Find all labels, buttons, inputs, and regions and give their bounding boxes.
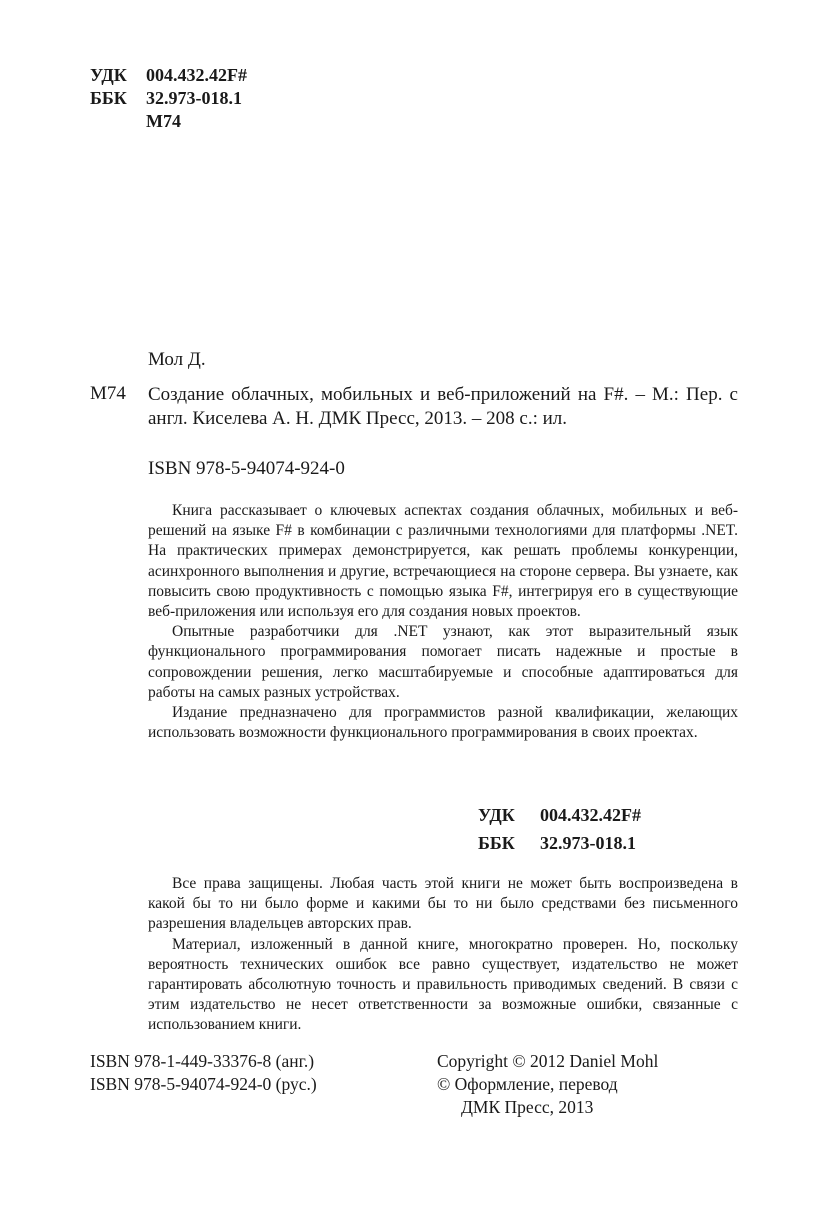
abstract-paragraph: Книга рассказывает о ключевых аспектах создания облачных, мобильных и веб-решений на языке F# в комбинации с различными технологиями для платформы .NET. На практических примерах демонстрируется, как решать проблемы конкуренции, асинхронного выполнения и другие, встречающиеся на стороне сервера. Вы узнаете, как повысить свою продуктивность с помощью языка F#, интегрируя его в существующие веб-приложения или используя его для создания новых проектов. bbox=[148, 502, 738, 621]
author-mark: М74 bbox=[146, 111, 181, 131]
isbn-russian: ISBN 978-5-94074-924-0 (рус.) bbox=[90, 1074, 317, 1094]
copyright-line: ДМК Пресс, 2013 bbox=[461, 1097, 594, 1117]
header-author-mark-row bbox=[90, 110, 247, 133]
udk-value: 004.432.42F# bbox=[146, 65, 247, 85]
isbn-list bbox=[90, 1050, 317, 1096]
udk-value: 004.432.42F# bbox=[540, 805, 641, 825]
footer-udk-row bbox=[478, 801, 641, 829]
author-name: Мол Д. bbox=[148, 349, 206, 370]
udk-label: УДК bbox=[478, 805, 515, 825]
header-bbk-row bbox=[90, 87, 247, 110]
header-udk-row bbox=[90, 64, 247, 87]
footer-bbk-row bbox=[478, 829, 641, 857]
rights-paragraph: Материал, изложенный в данной книге, многократно проверен. Но, поскольку вероятность технических ошибок все равно существует, издательство не может гарантировать абсолютную точность и правильность приводимых сведений. В связи с этим издательство не несет ответственности за возможные ошибки, связанные с использованием книги. bbox=[148, 935, 738, 1034]
footer-classification-codes bbox=[478, 801, 641, 857]
rights-paragraph: Все права защищены. Любая часть этой книги не может быть воспроизведена в какой бы то ни было форме и какими бы то ни было средствами без письменного разрешения владельцев авторских прав. bbox=[148, 875, 738, 933]
udk-label: УДК bbox=[90, 65, 127, 85]
header-classification-codes bbox=[90, 64, 247, 133]
isbn-english: ISBN 978-1-449-33376-8 (анг.) bbox=[90, 1051, 315, 1071]
bbk-value: 32.973-018.1 bbox=[540, 833, 636, 853]
copyright-block bbox=[437, 1050, 658, 1119]
copyright-line: © Оформление, перевод bbox=[437, 1074, 618, 1094]
abstract-paragraph: Опытные разработчики для .NET узнают, как этот выразительный язык функционального программирования помогает писать надежные и простые в сопровождении решения, легко масштабируемые и способные адаптироваться для работы на самых разных устройствах. bbox=[148, 623, 738, 701]
abstract bbox=[148, 501, 738, 743]
abstract-paragraph: Издание предназначено для программистов разной квалификации, желающих использовать возможности функционального программирования в своих проектах. bbox=[148, 704, 738, 742]
book-title-entry: Создание облачных, мобильных и веб-приложений на F#. – М.: Пер. с англ. Киселева А. Н. ДМК Пресс, 2013. – 208 с.: ил. bbox=[148, 384, 738, 429]
bbk-value: 32.973-018.1 bbox=[146, 88, 242, 108]
rights-notice bbox=[148, 874, 738, 1036]
call-mark: М74 bbox=[90, 383, 126, 404]
bbk-label: ББК bbox=[90, 88, 127, 108]
copyright-line: Copyright © 2012 Daniel Mohl bbox=[437, 1051, 659, 1071]
bbk-label: ББК bbox=[478, 833, 515, 853]
isbn-main: ISBN 978-5-94074-924-0 bbox=[148, 458, 345, 479]
